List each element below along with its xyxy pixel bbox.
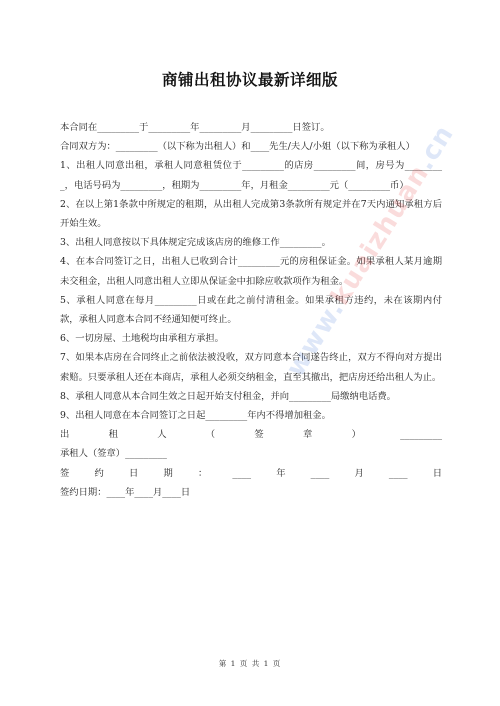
clause-9: 9、出租人同意在本合同签订之日起_________年内不得增加租金。 [60, 410, 331, 422]
page-number: 第 1 页 共 1 页 [218, 659, 282, 668]
clause-5: 5、承租人同意在每月_________日或在此之前付清租金。如果承租方违约，未在该期内付款，承租人同意本合同不经通知便可终止。 [60, 294, 442, 326]
lessee-signature-line: 承租人（签章）_________ [60, 448, 167, 460]
signing-date-short: 签约日期：____年____月____日 [60, 486, 191, 498]
watermark: www.kuaizhuan.cn [280, 119, 460, 383]
lessor-signature-line: 出 租 人 （ 签 章 ） _________ [60, 429, 442, 441]
clause-3: 3、出租人同意按以下具体规定完成该店房的维修工作_________。 [60, 237, 331, 249]
contract-parties: 合同双方为：_________（以下称为出租人）和____先生/夫人/小姐（以下称为承租人） [60, 141, 415, 153]
clause-2: 2、在以上第1条款中所规定的租期，从出租人完成第3条款所有规定并在7天内通知承租方后开始生效。 [60, 198, 442, 230]
clause-7: 7、如果本店房在合同终止之前依法被没收，双方同意本合同遂告终止，双方不得向对方提出索赔。只要承租人还在本商店，承租人必须交纳租金，直至其撤出，把店房还给出租人为止。 [60, 352, 442, 383]
clause-6: 6、一切房屋、土地税均由承租方承担。 [60, 333, 224, 345]
clause-8: 8、承租人同意从本合同生效之日起开始支付租金，并向_________局缴纳电话费。 [60, 390, 396, 402]
document-title: 商铺出租协议最新详细版 [161, 71, 338, 89]
document-body [60, 118, 442, 502]
clause-4: 4、在本合同签订之日，出租人已收到合计_________元的房租保证金。如果承租人某月逾期未交租金，出租人同意出租人立即从保证金中扣除应收款项作为租金。 [60, 256, 442, 287]
signing-date-line: 签 约 日 期 ： ____ 年 ____ 月 ____ 日 [60, 467, 442, 479]
intro-signing-line: 本合同在_________于_________年_________月_________日签订。 [60, 122, 330, 133]
clause-1: 1、出租人同意出租，承租人同意租赁位于_________的店房_________间，房号为_________，电话号码为_________，租期为_________年，月租金_________元（_________币） [60, 160, 442, 191]
